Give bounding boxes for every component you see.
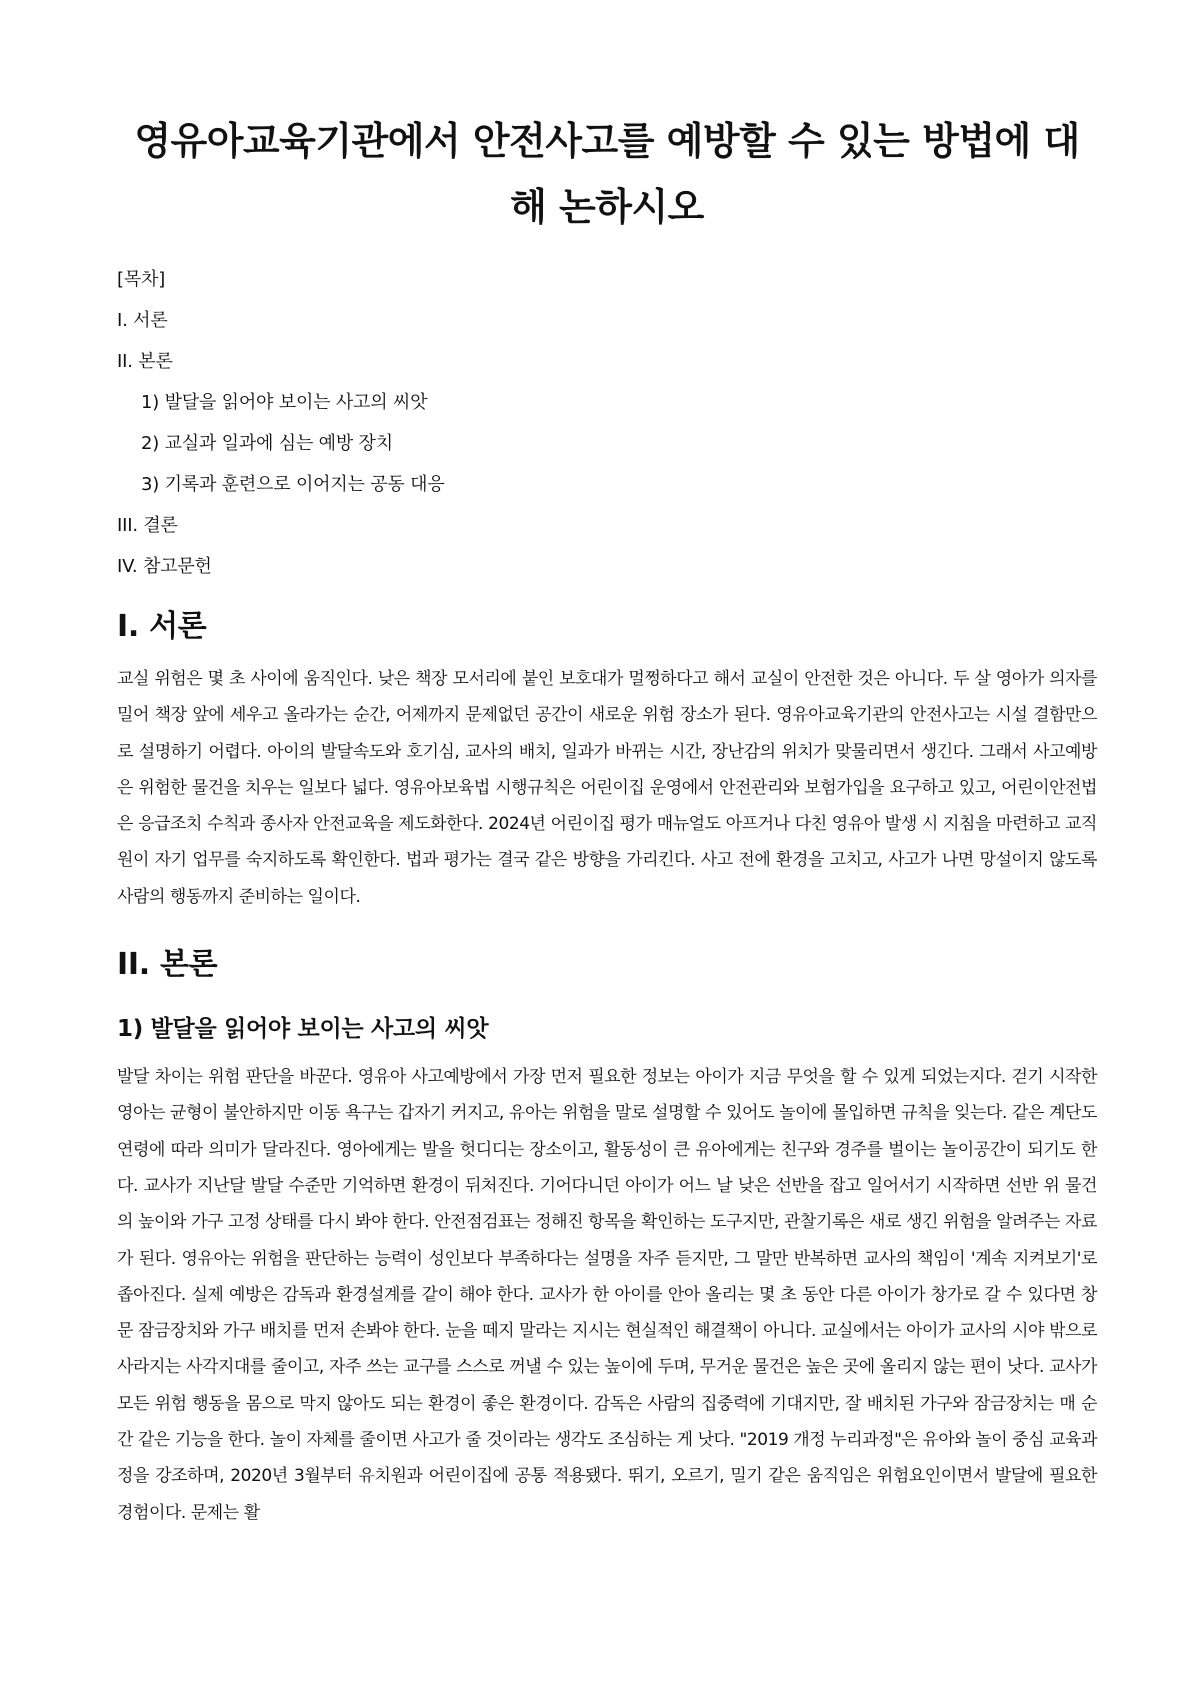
- table-of-contents: [117, 268, 1097, 579]
- toc-subitem-3: 3) 기록과 훈련으로 이어지는 공동 대응: [141, 474, 445, 495]
- toc-item-body: II. 본론: [117, 351, 173, 372]
- intro-paragraph: 교실 위험은 몇 초 사이에 움직인다. 낮은 책장 모서리에 붙인 보호대가 멀쩡하다고 해서 교실이 안전한 것은 아니다. 두 살 영아가 의자를 밀어 책장 앞에 세우고 올라가는 순간, 어제까지 문제없던 공간이 새로운 위험 장소가 된다. 영유아교육기관의 안전사고는 시설 결함만으로 설명하기 어렵다. 아이의 발달속도와 호기심, 교사의 배치, 일과가 바뀌는 시간, 장난감의 위치가 맞물리면서 생긴다. 그래서 사고예방은 위험한 물건을 치우는 일보다 넓다. 영유아보육법 시행규칙은 어린이집 운영에서 안전관리와 보험가입을 요구하고 있고, 어린이안전법은 응급조치 수칙과 종사자 안전교육을 제도화한다. 2024년 어린이집 평가 매뉴얼도 아프거나 다친 영유아 발생 시 지침을 마련하고 교직원이 자기 업무를 숙지하도록 확인한다. 법과 평가는 결국 같은 방향을 가리킨다. 사고 전에 환경을 고치고, 사고가 나면 망설이지 않도록 사람의 행동까지 준비하는 일이다.: [117, 669, 1097, 907]
- toc-item-intro: I. 서론: [117, 310, 168, 331]
- document-page: [117, 108, 1097, 1531]
- subsection-heading-1: 1) 발달을 읽어야 보이는 사고의 씨앗: [117, 1016, 489, 1043]
- toc-subitem-1: 1) 발달을 읽어야 보이는 사고의 씨앗: [141, 392, 428, 413]
- section-heading-intro: I. 서론: [117, 609, 207, 644]
- toc-subitem-2: 2) 교실과 일과에 심는 예방 장치: [141, 433, 393, 454]
- toc-label: [목차]: [117, 269, 166, 290]
- document-title: 영유아교육기관에서 안전사고를 예방할 수 있는 방법에 대해 논하시오: [134, 119, 1080, 229]
- subsection-1-paragraph: 발달 차이는 위험 판단을 바꾼다. 영유아 사고예방에서 가장 먼저 필요한 정보는 아이가 지금 무엇을 할 수 있게 되었는지다. 걷기 시작한 영아는 균형이 불안하지만 이동 욕구는 갑자기 커지고, 유아는 위험을 말로 설명할 수 있어도 놀이에 몰입하면 규칙을 잊는다. 같은 계단도 연령에 따라 의미가 달라진다. 영아에게는 발을 헛디디는 장소이고, 활동성이 큰 유아에게는 친구와 경주를 벌이는 놀이공간이 되기도 한다. 교사가 지난달 발달 수준만 기억하면 환경이 뒤처진다. 기어다니던 아이가 어느 날 낮은 선반을 잡고 일어서기 시작하면 선반 위 물건의 높이와 가구 고정 상태를 다시 봐야 한다. 안전점검표는 정해진 항목을 확인하는 도구지만, 관찰기록은 새로 생긴 위험을 알려주는 자료가 된다. 영유아는 위험을 판단하는 능력이 성인보다 부족하다는 설명을 자주 듣지만, 그 말만 반복하면 교사의 책임이 '계속 지켜보기'로 좁아진다. 실제 예방은 감독과 환경설계를 같이 해야 한다. 교사가 한 아이를 안아 올리는 몇 초 동안 다른 아이가 창가로 갈 수 있다면 창문 잠금장치와 가구 배치를 먼저 손봐야 한다. 눈을 떼지 말라는 지시는 현실적인 해결책이 아니다. 교실에서는 아이가 교사의 시야 밖으로 사라지는 사각지대를 줄이고, 자주 쓰는 교구를 스스로 꺼낼 수 있는 높이에 두며, 무거운 물건은 높은 곳에 올리지 않는 편이 낫다. 교사가 모든 위험 행동을 몸으로 막지 않아도 되는 환경이 좋은 환경이다. 감독은 사람의 집중력에 기대지만, 잘 배치된 가구와 잠금장치는 매 순간 같은 기능을 한다. 놀이 자체를 줄이면 사고가 줄 것이라는 생각도 조심하는 게 낫다. "2019 개정 누리과정"은 유아와 놀이 중심 교육과정을 강조하며, 2020년 3월부터 유치원과 어린이집에 공통 적용됐다. 뛰기, 오르기, 밀기 같은 움직임은 위험요인이면서 발달에 필요한 경험이다. 문제는 활: [117, 1067, 1097, 1523]
- toc-item-conclusion: III. 결론: [117, 515, 178, 536]
- toc-item-references: IV. 참고문헌: [117, 556, 212, 577]
- section-heading-body: II. 본론: [117, 947, 218, 983]
